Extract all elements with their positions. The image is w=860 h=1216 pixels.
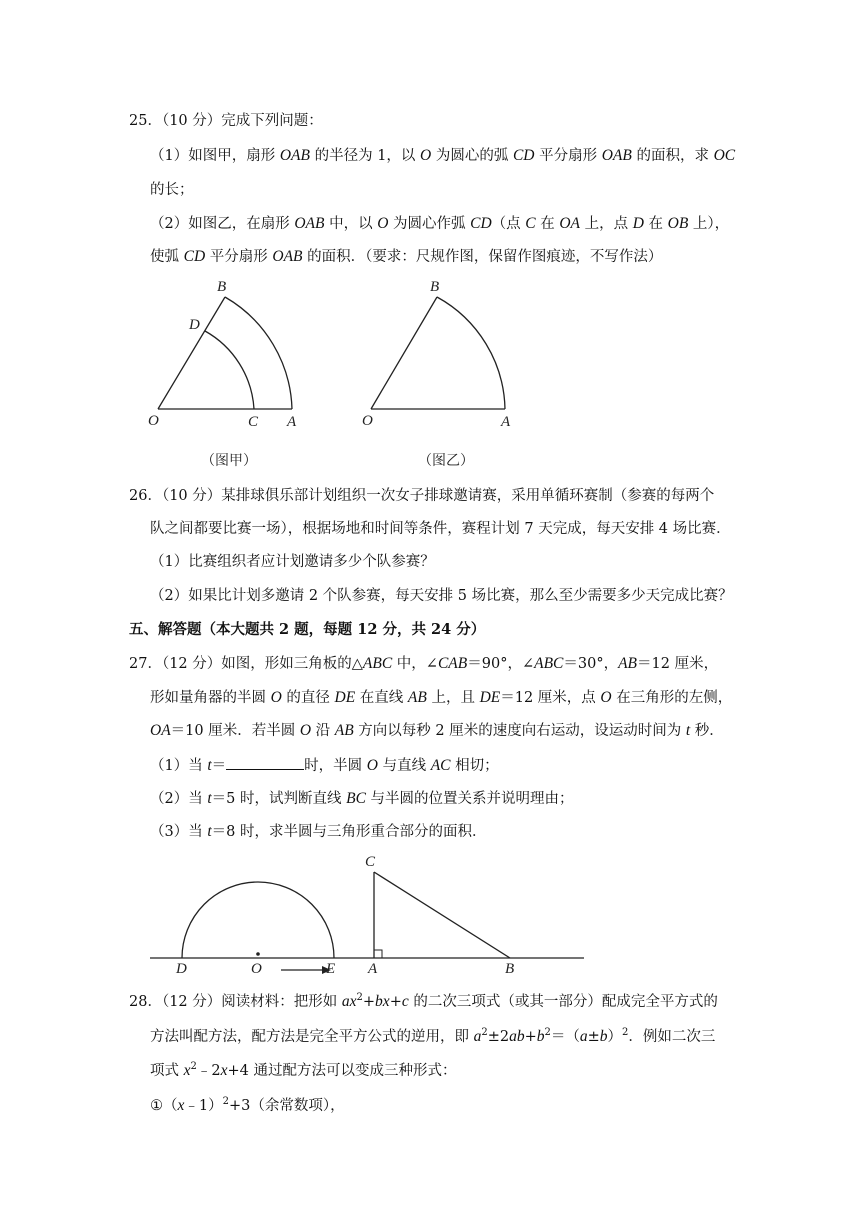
- text: ﹣1）: [184, 1098, 223, 1114]
- text: （1）当: [150, 758, 208, 774]
- text: ±2: [487, 1029, 510, 1045]
- math: OAB: [272, 248, 303, 265]
- math: a: [579, 1028, 588, 1045]
- math: CD: [512, 147, 535, 164]
- text: ＝（: [550, 1029, 580, 1045]
- label-e: E: [326, 961, 336, 977]
- q26-line-2: 队之间都要比赛一场），根据场地和时间等条件，赛程计划 7 天完成，每天安排 4 场比赛．: [150, 521, 731, 537]
- text: （点: [491, 216, 526, 232]
- math: t: [207, 790, 212, 807]
- label-b: B: [430, 279, 440, 295]
- q28-number: 28．: [129, 994, 162, 1010]
- right-angle-mark: [374, 950, 382, 958]
- text: 中，以: [324, 216, 378, 232]
- math: OAB: [279, 147, 310, 164]
- text: ＝: [211, 758, 227, 774]
- text: +: [524, 1029, 537, 1045]
- q28-line-1: [129, 992, 718, 1012]
- math: CD: [183, 248, 206, 265]
- semicircle-o: [182, 882, 334, 958]
- math: O: [299, 722, 312, 739]
- text: 的直径: [281, 690, 335, 706]
- text: +3（余常数项），: [229, 1098, 345, 1114]
- text: 的面积．（要求：尺规作图，保留作图痕迹，不写作法）: [302, 249, 663, 265]
- text: 为圆心的弧: [431, 148, 513, 164]
- section-heading: 五、解答题（本大题共 2 题，每题 12 分，共 24 分）: [129, 621, 486, 638]
- text: ＝12 厘米，: [637, 656, 719, 672]
- math: t: [207, 757, 212, 774]
- text: ①（: [150, 1098, 178, 1114]
- text: 如图，形如三角板的△: [221, 656, 363, 672]
- math: OAB: [601, 147, 632, 164]
- radius-ob: [158, 297, 225, 409]
- q27-score: （12 分）: [161, 656, 222, 672]
- math: O: [600, 689, 612, 706]
- math: a: [473, 1028, 482, 1045]
- label-o: O: [362, 413, 373, 429]
- q25-part1-line2: 的长；: [150, 182, 194, 198]
- q28-line-2: [150, 1027, 715, 1047]
- text: 秒．: [690, 723, 724, 739]
- math: OA: [559, 215, 581, 232]
- label-c: C: [248, 414, 259, 430]
- label-o: O: [251, 961, 262, 977]
- math: AC: [430, 757, 451, 774]
- radius-ob: [371, 297, 437, 409]
- math: AB: [618, 655, 638, 672]
- arc-ab: [225, 297, 292, 409]
- q27-line-1: [129, 654, 718, 674]
- q26-line-1: [129, 486, 714, 506]
- text: 与直线: [377, 758, 431, 774]
- math: ABC: [534, 655, 564, 672]
- math: ABC: [362, 655, 393, 672]
- math: x: [220, 1062, 228, 1079]
- text: 的二次三项式（或其一部分）配成完全平方式的: [408, 994, 718, 1010]
- text: 中，∠: [392, 656, 438, 672]
- text: 在直线: [355, 690, 408, 706]
- q25-title: 完成下列问题：: [221, 113, 323, 129]
- text: ＝8 时，求半圆与三角形重合部分的面积．: [211, 824, 487, 840]
- q27-part2: [150, 789, 574, 809]
- math: OB: [667, 215, 689, 232]
- text: 的半径为 1，以: [309, 148, 421, 164]
- superscript: 2: [622, 1027, 629, 1038]
- text: 方法叫配方法，配方法是完全平方公式的逆用，即: [150, 1029, 474, 1045]
- math: ab: [509, 1028, 525, 1045]
- text: +: [389, 994, 402, 1010]
- text: ＝5 时，试判断直线: [211, 791, 347, 807]
- text: 在: [643, 216, 668, 232]
- q26-part2: （2）如果比计划多邀请 2 个队参赛，每天安排 5 场比赛，那么至少需要多少天完成比赛？: [150, 588, 733, 604]
- q27-part3: [150, 822, 487, 842]
- q28-line-3: [150, 1061, 456, 1081]
- text: ﹣2: [196, 1063, 221, 1079]
- q26-number: 26．: [129, 488, 162, 504]
- math: D: [632, 215, 644, 232]
- text: 阅读材料：把形如: [221, 994, 342, 1010]
- superscript: 2: [356, 992, 363, 1003]
- math: ax: [341, 993, 357, 1010]
- math: x: [177, 1097, 185, 1114]
- math: BC: [346, 790, 366, 807]
- side-cb: [374, 872, 510, 958]
- label-a: A: [501, 414, 511, 430]
- text: ＝30°，: [563, 656, 619, 672]
- superscript: 2: [544, 1027, 551, 1038]
- math: CD: [470, 215, 492, 232]
- arc-ab: [437, 297, 505, 409]
- text: 在三角形的左侧，: [611, 690, 733, 706]
- text: 上，点: [580, 216, 633, 232]
- q27-number: 27．: [129, 656, 162, 672]
- answer-blank[interactable]: [226, 755, 304, 770]
- text: 为圆心作弧: [388, 216, 471, 232]
- q26-score: （10 分）: [161, 488, 222, 504]
- superscript: 2: [190, 1061, 197, 1072]
- math: DE: [479, 689, 501, 706]
- q28-score: （12 分）: [161, 994, 222, 1010]
- text: 与半圆的位置关系并说明理由；: [365, 791, 574, 807]
- text: ±: [587, 1029, 600, 1045]
- math: b: [536, 1028, 545, 1045]
- label-a: A: [368, 961, 378, 977]
- text: 形如量角器的半圆: [150, 690, 271, 706]
- text: 项式: [150, 1063, 184, 1079]
- arc-cd: [205, 331, 254, 409]
- text: ＝12 厘米，点: [500, 690, 601, 706]
- label-b: B: [505, 961, 515, 977]
- text: （1）如图甲，扇形: [150, 148, 280, 164]
- math: DE: [334, 689, 356, 706]
- q25-score: （10 分）: [161, 113, 222, 129]
- math: bx: [375, 993, 390, 1010]
- text: 的面积，求: [631, 148, 714, 164]
- superscript: 2: [222, 1096, 229, 1107]
- text: 沿: [311, 723, 335, 739]
- q26-part1: （1）比赛组织者应计划邀请多少个队参赛？: [150, 554, 435, 570]
- math: O: [420, 147, 432, 164]
- text: （2）当: [150, 791, 208, 807]
- center-o-dot: [256, 952, 260, 956]
- q27-line-2: [150, 688, 732, 708]
- q27-line-3: [150, 721, 724, 741]
- text: 相切；: [450, 758, 499, 774]
- text: 在: [535, 216, 560, 232]
- math: OA: [150, 722, 171, 739]
- math: b: [599, 1028, 608, 1045]
- text: 方向以每秒 2 厘米的速度向右运动，设运动时间为: [353, 723, 686, 739]
- caption-fig-yi: （图乙）: [418, 453, 474, 469]
- q27-part1: [150, 755, 499, 776]
- math: t: [207, 823, 212, 840]
- text: 某排球俱乐部计划组织一次女子排球邀请赛，采用单循环赛制（参赛的每两个: [221, 488, 715, 504]
- math: CAB: [437, 655, 468, 672]
- text: 平分扇形: [205, 249, 273, 265]
- text: ＝10 厘米．若半圆: [170, 723, 300, 739]
- text: ．例如二次三: [628, 1029, 716, 1045]
- text: 使弧: [150, 249, 184, 265]
- text: +4 通过配方法可以变成三种形式：: [227, 1063, 457, 1079]
- math: OAB: [294, 215, 325, 232]
- math: O: [366, 757, 378, 774]
- text: （2）如图乙，在扇形: [150, 216, 295, 232]
- math: OC: [713, 147, 736, 164]
- figure-q27: [150, 872, 584, 970]
- q28-line-4: [150, 1096, 345, 1116]
- text: 时，半圆: [304, 758, 367, 774]
- math: O: [270, 689, 282, 706]
- text: ）: [607, 1029, 623, 1045]
- text: 上，且: [426, 690, 480, 706]
- q25-number: 25．: [129, 113, 162, 129]
- figure-jia: [158, 297, 292, 409]
- text: 平分扇形: [534, 148, 602, 164]
- math: AB: [407, 689, 427, 706]
- text: ＝90°，∠: [467, 656, 535, 672]
- math: O: [377, 215, 389, 232]
- text: +: [362, 994, 376, 1010]
- math: AB: [334, 722, 354, 739]
- label-d: D: [176, 961, 187, 977]
- math: x: [183, 1062, 191, 1079]
- superscript: 2: [481, 1027, 488, 1038]
- math: t: [685, 722, 691, 739]
- math: C: [525, 215, 536, 232]
- label-d: D: [189, 317, 200, 333]
- label-a: A: [287, 414, 297, 430]
- caption-fig-jia: （图甲）: [201, 453, 257, 469]
- text: 上），: [688, 216, 730, 232]
- figure-yi: [371, 297, 505, 409]
- math: c: [401, 993, 409, 1010]
- text: （3）当: [150, 824, 208, 840]
- label-c: C: [365, 854, 376, 870]
- label-b: B: [217, 279, 227, 295]
- label-o: O: [148, 413, 159, 429]
